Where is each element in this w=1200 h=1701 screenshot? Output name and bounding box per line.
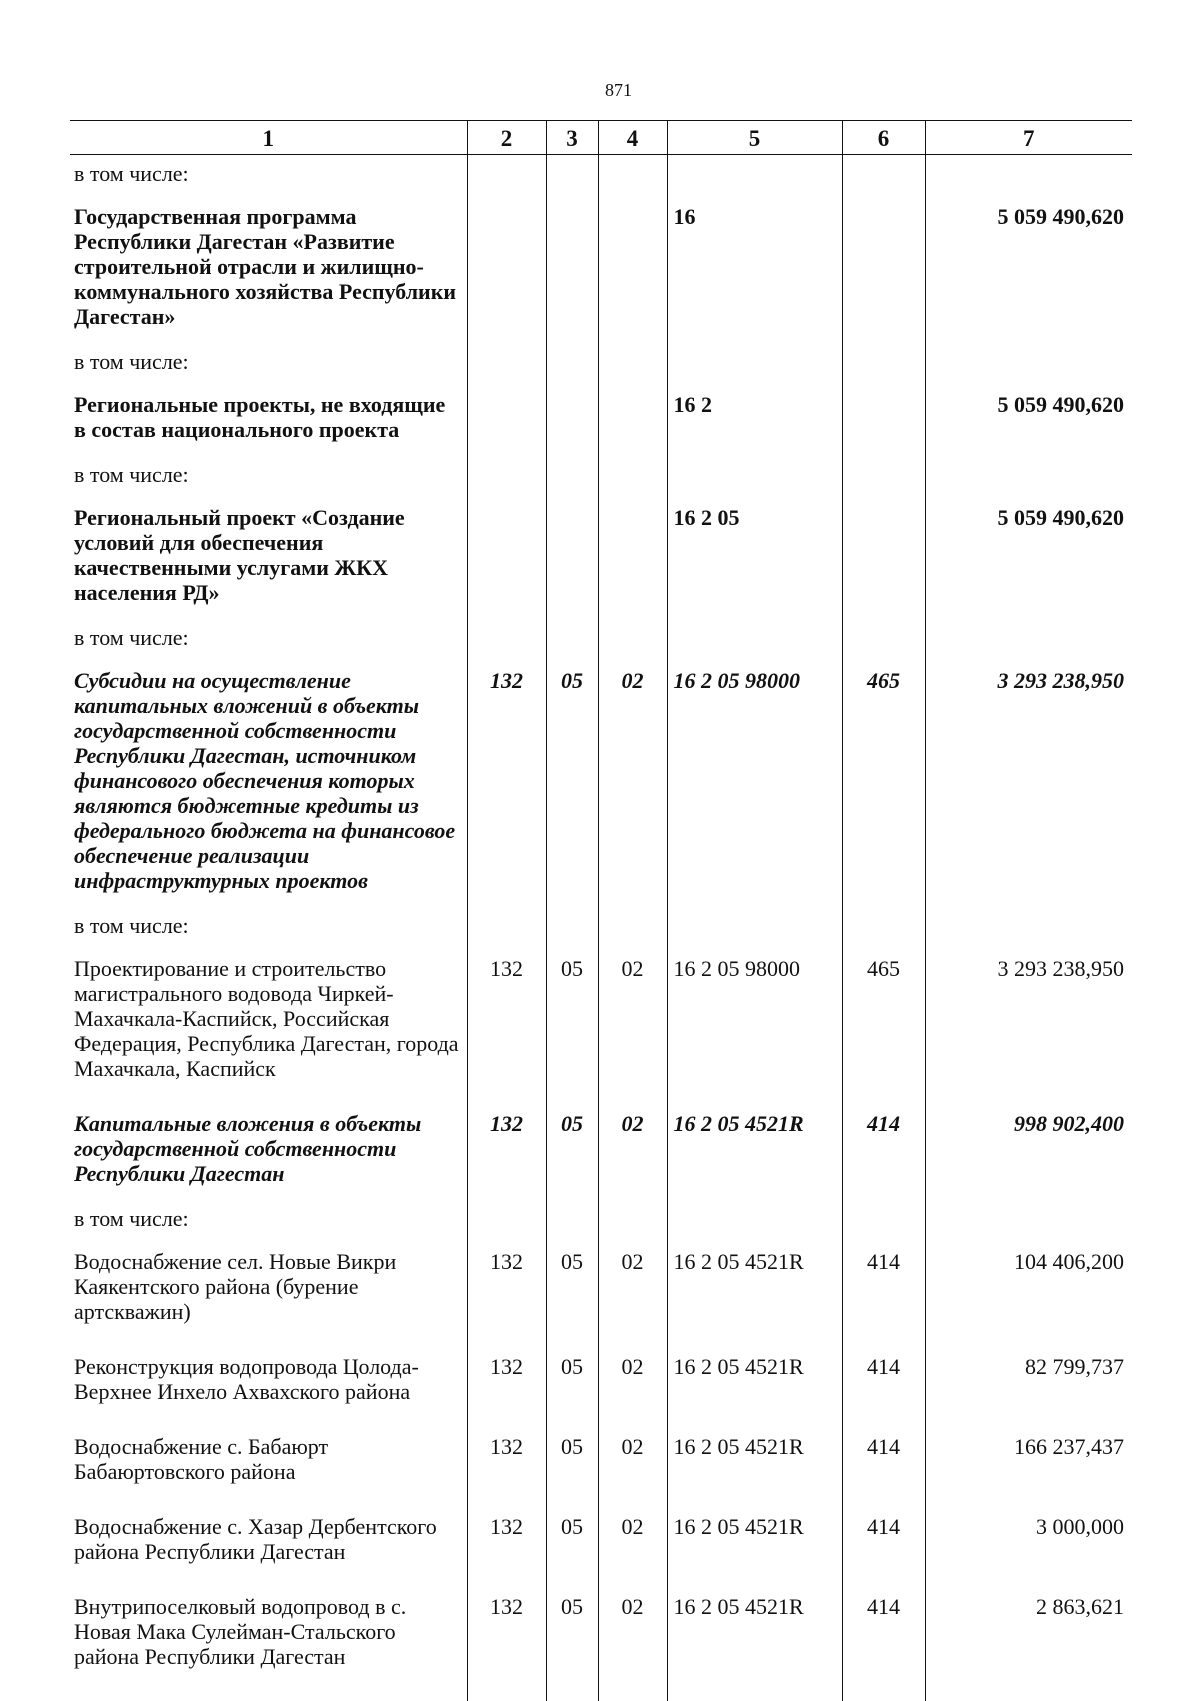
section-cell: 05 <box>546 1578 598 1683</box>
table-row <box>70 188 1132 343</box>
subsection-cell <box>598 343 667 376</box>
table-body <box>70 155 1132 1701</box>
expense-type-cell <box>842 619 925 652</box>
subsection-cell <box>598 907 667 940</box>
spacer-cell <box>546 1683 598 1701</box>
subsection-cell <box>598 489 667 619</box>
target-code-cell: 16 2 05 4521R <box>667 1578 842 1683</box>
spacer-cell <box>842 1683 925 1701</box>
description-cell: Проектирование и строительство магистрального водовода Чиркей-Махачкала-Каспийск, Российская Федерация, Республика Дагестан, города Махачкала, Каспийск <box>70 940 467 1095</box>
table-row <box>70 652 1132 907</box>
description-cell: Внутрипоселковый водопровод в с. Новая Мака Сулейман-Стальского района Республики Дагестан <box>70 1578 467 1683</box>
header-row <box>70 121 1132 155</box>
expense-type-cell: 414 <box>842 1095 925 1200</box>
section-cell <box>546 155 598 189</box>
amount-cell: 5 059 490,620 <box>925 489 1132 619</box>
including-row <box>70 155 1132 189</box>
admin-code-cell: 132 <box>467 1578 546 1683</box>
description-cell: в том числе: <box>70 1200 467 1233</box>
admin-code-cell <box>467 489 546 619</box>
amount-cell: 82 799,737 <box>925 1338 1132 1418</box>
expense-type-cell: 414 <box>842 1578 925 1683</box>
target-code-cell <box>667 155 842 189</box>
table-row <box>70 1498 1132 1578</box>
section-cell <box>546 188 598 343</box>
table-row <box>70 1418 1132 1498</box>
header-col-2: 2 <box>467 121 546 155</box>
description-cell: в том числе: <box>70 907 467 940</box>
subsection-cell <box>598 1200 667 1233</box>
table-row <box>70 1338 1132 1418</box>
target-code-cell <box>667 1200 842 1233</box>
including-row <box>70 343 1132 376</box>
including-row <box>70 456 1132 489</box>
amount-cell: 5 059 490,620 <box>925 188 1132 343</box>
subsection-cell: 02 <box>598 940 667 1095</box>
section-cell: 05 <box>546 1418 598 1498</box>
description-cell: в том числе: <box>70 619 467 652</box>
admin-code-cell <box>467 155 546 189</box>
admin-code-cell: 132 <box>467 1338 546 1418</box>
expense-type-cell: 414 <box>842 1338 925 1418</box>
description-cell: в том числе: <box>70 155 467 189</box>
subsection-cell: 02 <box>598 1498 667 1578</box>
subsection-cell <box>598 188 667 343</box>
expense-type-cell <box>842 456 925 489</box>
amount-cell: 3 293 238,950 <box>925 652 1132 907</box>
section-cell: 05 <box>546 1233 598 1338</box>
admin-code-cell <box>467 343 546 376</box>
admin-code-cell: 132 <box>467 1418 546 1498</box>
admin-code-cell: 132 <box>467 652 546 907</box>
amount-cell: 3 000,000 <box>925 1498 1132 1578</box>
admin-code-cell <box>467 456 546 489</box>
amount-cell <box>925 1200 1132 1233</box>
budget-table <box>70 120 1132 1701</box>
table-row <box>70 940 1132 1095</box>
header-col-3: 3 <box>546 121 598 155</box>
subsection-cell: 02 <box>598 1578 667 1683</box>
description-cell: Субсидии на осуществление капитальных вложений в объекты государственной собственности Республики Дагестан, источником финансового обеспечения которых являются бюджетные кредиты из федерального бюджета на финансовое обеспечение реализации инфраструктурных проектов <box>70 652 467 907</box>
admin-code-cell <box>467 376 546 456</box>
section-cell <box>546 1200 598 1233</box>
expense-type-cell <box>842 489 925 619</box>
spacer-cell <box>667 1683 842 1701</box>
subsection-cell: 02 <box>598 1095 667 1200</box>
spacer-cell <box>598 1683 667 1701</box>
admin-code-cell: 132 <box>467 1233 546 1338</box>
table-row <box>70 1233 1132 1338</box>
admin-code-cell: 132 <box>467 940 546 1095</box>
including-row <box>70 619 1132 652</box>
table-row <box>70 1095 1132 1200</box>
admin-code-cell <box>467 907 546 940</box>
target-code-cell: 16 2 05 <box>667 489 842 619</box>
header-col-7: 7 <box>925 121 1132 155</box>
admin-code-cell: 132 <box>467 1498 546 1578</box>
amount-cell <box>925 155 1132 189</box>
section-cell <box>546 489 598 619</box>
target-code-cell: 16 2 05 4521R <box>667 1095 842 1200</box>
table-row <box>70 1578 1132 1683</box>
header-col-5: 5 <box>667 121 842 155</box>
target-code-cell: 16 2 05 98000 <box>667 652 842 907</box>
expense-type-cell <box>842 343 925 376</box>
spacer-cell <box>70 1683 467 1701</box>
header-col-4: 4 <box>598 121 667 155</box>
target-code-cell: 16 2 05 4521R <box>667 1338 842 1418</box>
amount-cell: 5 059 490,620 <box>925 376 1132 456</box>
table-bottom-spacer <box>70 1683 1132 1701</box>
description-cell: Водоснабжение с. Хазар Дербентского района Республики Дагестан <box>70 1498 467 1578</box>
amount-cell <box>925 619 1132 652</box>
admin-code-cell <box>467 188 546 343</box>
target-code-cell: 16 2 <box>667 376 842 456</box>
target-code-cell <box>667 619 842 652</box>
subsection-cell: 02 <box>598 1233 667 1338</box>
section-cell <box>546 619 598 652</box>
subsection-cell <box>598 376 667 456</box>
expense-type-cell <box>842 1200 925 1233</box>
page-number: 871 <box>0 80 1200 101</box>
subsection-cell: 02 <box>598 1418 667 1498</box>
section-cell <box>546 456 598 489</box>
subsection-cell <box>598 155 667 189</box>
admin-code-cell: 132 <box>467 1095 546 1200</box>
expense-type-cell <box>842 907 925 940</box>
amount-cell: 2 863,621 <box>925 1578 1132 1683</box>
expense-type-cell: 414 <box>842 1498 925 1578</box>
including-row <box>70 907 1132 940</box>
amount-cell: 3 293 238,950 <box>925 940 1132 1095</box>
description-cell: Водоснабжение сел. Новые Викри Каякентского района (бурение артскважин) <box>70 1233 467 1338</box>
admin-code-cell <box>467 1200 546 1233</box>
section-cell: 05 <box>546 1498 598 1578</box>
section-cell: 05 <box>546 1338 598 1418</box>
expense-type-cell: 414 <box>842 1418 925 1498</box>
description-cell: Водоснабжение с. Бабаюрт Бабаюртовского района <box>70 1418 467 1498</box>
amount-cell: 166 237,437 <box>925 1418 1132 1498</box>
target-code-cell: 16 2 05 98000 <box>667 940 842 1095</box>
section-cell: 05 <box>546 1095 598 1200</box>
spacer-cell <box>467 1683 546 1701</box>
description-cell: Региональный проект «Создание условий для обеспечения качественными услугами ЖКХ населения РД» <box>70 489 467 619</box>
section-cell <box>546 907 598 940</box>
description-cell: Государственная программа Республики Дагестан «Развитие строительной отрасли и жилищно-коммунального хозяйства Республики Дагестан» <box>70 188 467 343</box>
expense-type-cell <box>842 188 925 343</box>
section-cell <box>546 376 598 456</box>
amount-cell <box>925 456 1132 489</box>
including-row <box>70 1200 1132 1233</box>
description-cell: Реконструкция водопровода Цолода-Верхнее Инхело Ахвахского района <box>70 1338 467 1418</box>
expense-type-cell <box>842 376 925 456</box>
spacer-cell <box>925 1683 1132 1701</box>
amount-cell <box>925 907 1132 940</box>
target-code-cell: 16 2 05 4521R <box>667 1498 842 1578</box>
description-cell: Региональные проекты, не входящие в состав национального проекта <box>70 376 467 456</box>
target-code-cell: 16 <box>667 188 842 343</box>
subsection-cell <box>598 456 667 489</box>
description-cell: в том числе: <box>70 343 467 376</box>
expense-type-cell <box>842 155 925 189</box>
amount-cell: 998 902,400 <box>925 1095 1132 1200</box>
section-cell: 05 <box>546 940 598 1095</box>
target-code-cell <box>667 907 842 940</box>
section-cell: 05 <box>546 652 598 907</box>
table-row <box>70 376 1132 456</box>
target-code-cell <box>667 456 842 489</box>
target-code-cell: 16 2 05 4521R <box>667 1233 842 1338</box>
target-code-cell: 16 2 05 4521R <box>667 1418 842 1498</box>
header-col-1: 1 <box>70 121 467 155</box>
header-col-6: 6 <box>842 121 925 155</box>
amount-cell <box>925 343 1132 376</box>
admin-code-cell <box>467 619 546 652</box>
expense-type-cell: 465 <box>842 652 925 907</box>
table-row <box>70 489 1132 619</box>
expense-type-cell: 414 <box>842 1233 925 1338</box>
subsection-cell <box>598 619 667 652</box>
expense-type-cell: 465 <box>842 940 925 1095</box>
description-cell: Капитальные вложения в объекты государственной собственности Республики Дагестан <box>70 1095 467 1200</box>
subsection-cell: 02 <box>598 652 667 907</box>
section-cell <box>546 343 598 376</box>
amount-cell: 104 406,200 <box>925 1233 1132 1338</box>
description-cell: в том числе: <box>70 456 467 489</box>
subsection-cell: 02 <box>598 1338 667 1418</box>
target-code-cell <box>667 343 842 376</box>
